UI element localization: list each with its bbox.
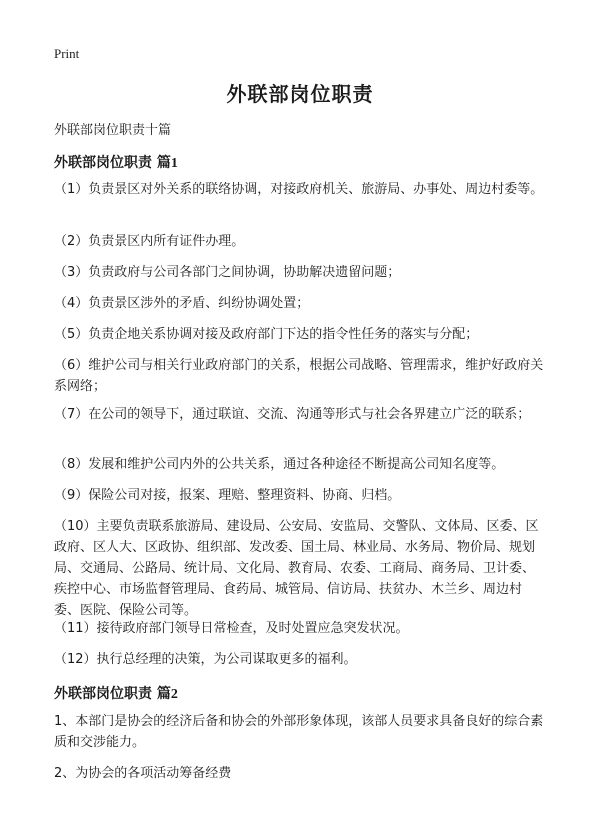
duty-item-12: （12）执行总经理的决策，为公司谋取更多的福利。: [54, 652, 357, 667]
duty-item-1: （1）负责景区对外关系的联络协调，对接政府机关、旅游局、办事处、周边村委等。: [54, 182, 544, 197]
section-heading-number: 2: [170, 687, 178, 702]
duty-item-3: （3）负责政府与公司各部门之间协调，协助解决遗留问题；: [54, 265, 401, 280]
section-heading-text: 外联部岗位职责 篇: [54, 155, 171, 171]
print-label: Print: [54, 46, 80, 61]
section-heading-2: [54, 683, 178, 703]
duty-item-8: （8）发展和维护公司内外的公共关系，通过各种途径不断提高公司知名度等。: [54, 457, 505, 472]
duty-item-4: （4）负责景区涉外的矛盾、纠纷协调处置；: [54, 296, 310, 311]
duty-item-2: （2）负责景区内所有证件办理。: [54, 234, 245, 249]
section-heading-1: [54, 152, 178, 172]
section-heading-text: 外联部岗位职责 篇: [54, 686, 171, 702]
section-heading-number: 1: [170, 156, 178, 171]
duty-item-6: （6）维护公司与相关行业政府部门的关系，根据公司战略、管理需求，维护好政府关系网络；: [54, 358, 544, 394]
duty-item-7: （7）在公司的领导下，通过联谊、交流、沟通等形式与社会各界建立广泛的联系；: [54, 407, 531, 422]
duty-item-14: 2、为协会的各项活动筹备经费: [54, 766, 232, 781]
duty-item-13: 1、本部门是协会的经济后备和协会的外部形象体现，该部人员要求具备良好的综合素质和交涉能力。: [54, 714, 544, 750]
page-title: 外联部岗位职责: [226, 82, 374, 106]
document-subtitle: 外联部岗位职责十篇: [54, 123, 172, 138]
duty-item-5: （5）负责企地关系协调对接及政府部门下达的指令性任务的落实与分配；: [54, 327, 479, 342]
duty-item-9: （9）保险公司对接，报案、理赔、整理资料、协商、归档。: [54, 488, 401, 503]
duty-item-10: （10）主要负责联系旅游局、建设局、公安局、安监局、交警队、文体局、区委、区政府、区人大、区政协、组织部、发改委、国土局、林业局、水务局、物价局、规划局、交通局、公路局、统计局、文化局、教育局、农委、工商局、商务局、卫计委、疾控中心、市场监督管理局、食药局、城管局、信访局、扶贫办、木兰乡、周边村委、医院、保险公司等。: [54, 519, 539, 618]
duty-item-11: （11）接待政府部门领导日常检查，及时处置应急突发状况。: [54, 621, 409, 636]
